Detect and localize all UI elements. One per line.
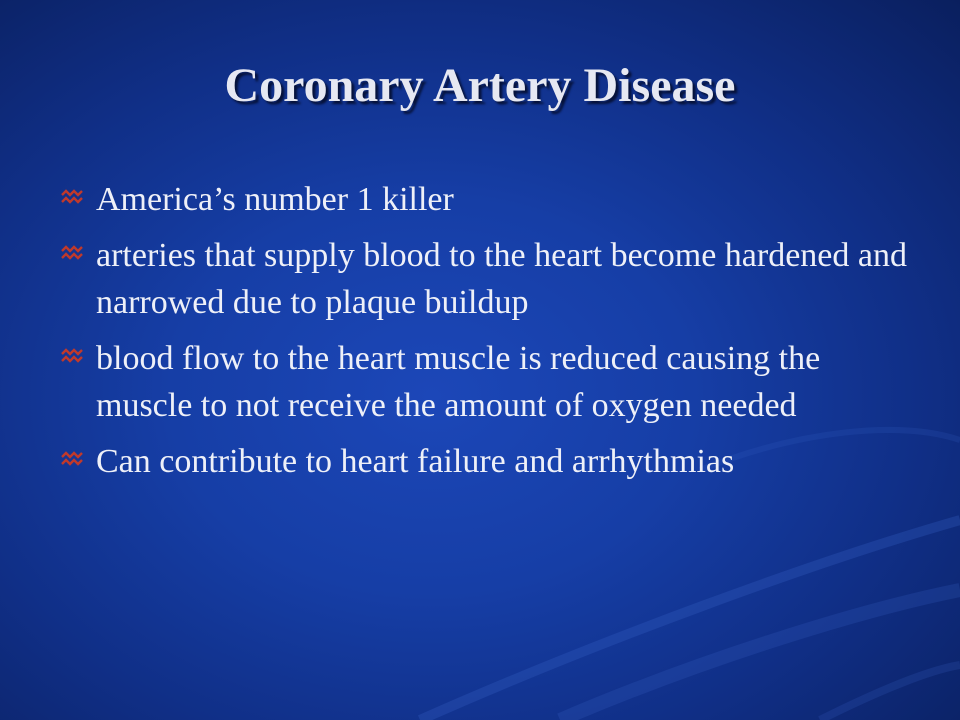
- wave-bullet-icon: [60, 188, 84, 208]
- wave-bullet-icon: [60, 347, 84, 367]
- bullet-text: arteries that supply blood to the heart become hardened and narrowed due to plaque buildup: [96, 237, 907, 321]
- bullet-text: Can contribute to heart failure and arrhythmias: [96, 443, 735, 480]
- bullet-list: [60, 176, 920, 494]
- bullet-item: [60, 438, 920, 485]
- wave-bullet-icon: [60, 450, 84, 470]
- slide-title: Coronary Artery Disease: [224, 59, 736, 112]
- wave-bullet-icon: [60, 244, 84, 264]
- bullet-item: [60, 232, 920, 326]
- bullet-text: America’s number 1 killer: [96, 181, 454, 218]
- bullet-item: [60, 335, 920, 429]
- bullet-item: [60, 176, 920, 223]
- bullet-text: blood flow to the heart muscle is reduced causing the muscle to not receive the amount of oxygen needed: [96, 340, 821, 424]
